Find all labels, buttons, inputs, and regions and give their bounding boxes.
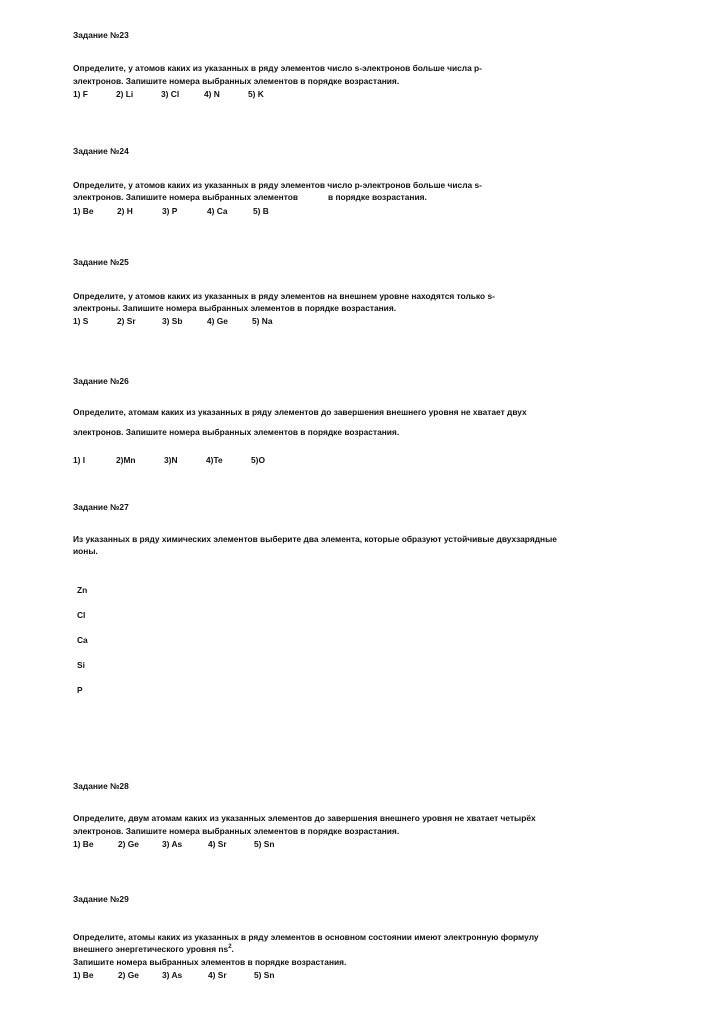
element-zn: Zn: [77, 585, 88, 595]
task-24-question-text-tail: в порядке возрастания.: [327, 192, 427, 202]
option: 4) Sr: [208, 839, 227, 849]
task-24-title: Задание №24: [73, 146, 129, 156]
task-29-options: [73, 969, 274, 981]
task-26-question-line-2: электронов. Запишите номера выбранных элементов в порядке возрастания.: [73, 427, 400, 437]
option: 3) Cl: [161, 89, 180, 99]
task-27-title: Задание №27: [73, 502, 129, 512]
task-29-title: Задание №29: [73, 894, 129, 904]
option: 2) Sr: [117, 316, 136, 326]
option: 5)O: [251, 455, 265, 465]
task-23-question-line-1: Определите, у атомов каких из указанных в ряду элементов число s-электронов больше числа p-: [73, 63, 482, 73]
task-24-question-text: электронов. Запишите номера выбранных элементов: [73, 192, 298, 202]
task-27-question-line-2: ионы.: [73, 546, 98, 556]
option: 1) I: [73, 455, 86, 465]
option: 3) As: [162, 839, 183, 849]
option: 2) H: [117, 206, 133, 216]
task-29-question-line-2: [73, 943, 593, 955]
task-23-title: Задание №23: [73, 30, 129, 40]
task-29-question-line-1: Определите, атомы каких из указанных в ряду элементов в основном состоянии имеют электронную формулу: [73, 932, 539, 942]
option: 2)Mn: [116, 455, 136, 465]
task-28-title: Задание №28: [73, 781, 129, 791]
option: 4)Te: [206, 455, 223, 465]
option: 3) As: [162, 970, 183, 980]
element-si: Si: [77, 660, 85, 670]
task-29-question-text: внешнего энергетического уровня ns: [73, 944, 229, 954]
task-28-options: [73, 838, 274, 850]
option: 4) Sr: [208, 970, 227, 980]
task-24-question-line-2: [73, 191, 593, 203]
task-28-question-line-1: Определите, двум атомам каких из указанных элементов до завершения внешнего уровня не хватает четырёх: [73, 813, 536, 823]
option: 4) Ca: [207, 206, 228, 216]
option: 5) K: [248, 89, 264, 99]
task-23-options: [73, 88, 264, 100]
option: 2) Ge: [118, 970, 139, 980]
superscript-2: 2: [228, 944, 232, 951]
task-29-question-line-3: Запишите номера выбранных элементов в порядке возрастания.: [73, 957, 347, 967]
option: 1) F: [73, 89, 88, 99]
option: 1) Be: [73, 970, 94, 980]
task-26-question-line-1: Определите, атомам каких из указанных в ряду элементов до завершения внешнего уровня не хватает двух: [73, 407, 527, 417]
task-26-options: [73, 454, 265, 466]
option: 5) B: [253, 206, 269, 216]
option: 4) N: [204, 89, 220, 99]
option: 5) Sn: [254, 839, 275, 849]
option: 2) Li: [116, 89, 134, 99]
option: 3)N: [164, 455, 178, 465]
task-25-title: Задание №25: [73, 257, 129, 267]
option: 1) S: [73, 316, 89, 326]
task-27-question-line-1: Из указанных в ряду химических элементов выберите два элемента, которые образуют устойчивые двухзарядные: [73, 534, 557, 544]
element-ca: Ca: [77, 635, 88, 645]
option: 5) Sn: [254, 970, 275, 980]
option: 4) Ge: [207, 316, 228, 326]
task-28-question-line-2: электронов. Запишите номера выбранных элементов в порядке возрастания.: [73, 826, 400, 836]
task-23-question-line-2: электронов. Запишите номера выбранных элементов в порядке возрастания.: [73, 76, 400, 86]
option: 3) Sb: [162, 316, 183, 326]
task-25-question-line-2: электроны. Запишите номера выбранных элементов в порядке возрастания.: [73, 303, 397, 313]
option: 3) P: [162, 206, 178, 216]
option: 5) Na: [252, 316, 273, 326]
period: .: [231, 944, 234, 954]
element-cl: Cl: [77, 610, 86, 620]
option: 1) Be: [73, 206, 94, 216]
task-24-question-line-1: Определите, у атомов каких из указанных в ряду элементов число p-электронов больше числа s-: [73, 180, 482, 190]
task-24-options: [73, 205, 269, 217]
task-26-title: Задание №26: [73, 376, 129, 386]
task-25-options: [73, 315, 272, 327]
task-25-question-line-1: Определите, у атомов каких из указанных в ряду элементов на внешнем уровне находятся только s-: [73, 291, 495, 301]
option: 1) Be: [73, 839, 94, 849]
element-p: P: [77, 685, 83, 695]
option: 2) Ge: [118, 839, 139, 849]
